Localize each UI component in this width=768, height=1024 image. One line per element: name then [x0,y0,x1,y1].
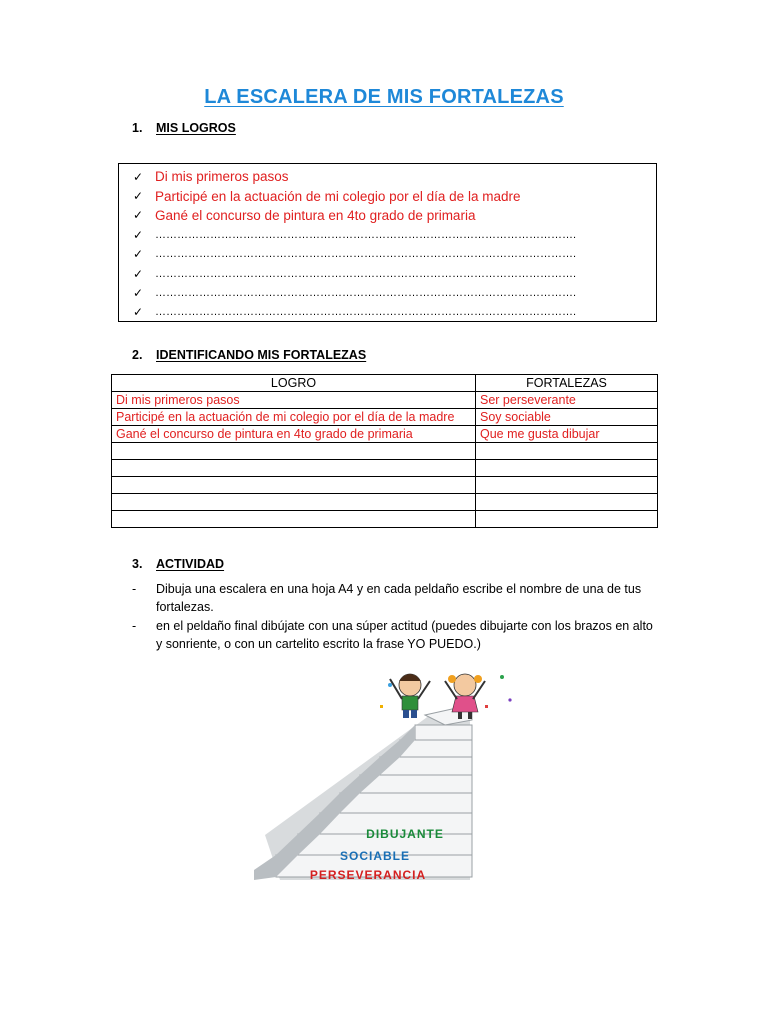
section-label: ACTIVIDAD [156,557,225,571]
list-item [133,167,576,186]
table-row [112,477,658,494]
table-row [112,460,658,477]
table-cell: Gané el concurso de pintura en 4to grado de primaria [112,426,476,443]
table-cell [476,494,658,511]
logro-text: Di mis primeros pasos [155,169,289,185]
boy-icon [390,674,430,718]
logro-text: Gané el concurso de pintura en 4to grado de primaria [155,207,476,223]
list-item [132,580,662,616]
bullet: - [132,582,137,596]
check-icon: ✓ [133,247,144,262]
section-number: 1. [132,121,143,135]
check-icon: ✓ [133,227,144,242]
logros-list [133,167,576,322]
table-cell [112,511,476,528]
table-header-logro: LOGRO [112,375,476,392]
list-item [133,225,576,244]
table-row [112,494,658,511]
list-item [133,303,576,322]
fortalezas-table [111,374,658,528]
table-row [112,409,658,426]
check-icon: ✓ [133,189,144,204]
table-cell [112,460,476,477]
section-heading-actividad [132,557,224,571]
table-cell [112,443,476,460]
step-word-perseverancia: PERSEVERANCIA [309,868,427,882]
list-item [133,264,576,283]
table-row [112,511,658,528]
check-icon: ✓ [133,266,144,281]
table-cell [476,511,658,528]
list-item [133,186,576,205]
table-row [112,426,658,443]
logros-box [118,163,657,322]
activity-text: en el peldaño final dibújate con una súper actitud (puedes dibujarte con los brazos en alto y sonriente, o con un cartelito escrito la frase YO PUEDO.) [156,619,653,651]
table-cell: Soy sociable [476,409,658,426]
check-icon: ✓ [133,286,144,301]
logro-text: Participé en la actuación de mi colegio por el día de la madre [155,188,521,204]
table-cell: Di mis primeros pasos [112,392,476,409]
blank-line: ……………………………………………………………………………………………………. [155,287,577,300]
table-cell: Participé en la actuación de mi colegio por el día de la madre [112,409,476,426]
blank-line: ……………………………………………………………………………………………………. [155,228,577,241]
table-row [112,392,658,409]
staircase-illustration [240,665,520,890]
page-title: LA ESCALERA DE MIS FORTALEZAS [204,86,564,108]
section-label: MIS LOGROS [156,121,236,135]
list-item [133,283,576,302]
confetti-icon [380,675,512,708]
list-item [133,245,576,264]
activity-instructions [132,580,662,654]
section-number: 3. [132,557,143,571]
list-item [132,617,662,653]
step-word-dibujante: DIBUJANTE [366,827,444,841]
list-item [133,206,576,225]
blank-line: ……………………………………………………………………………………………………. [155,248,577,261]
table-cell: Que me gusta dibujar [476,426,658,443]
table-header-fortalezas: FORTALEZAS [476,375,658,392]
table-cell [112,494,476,511]
bullet: - [132,619,137,633]
table-cell [112,477,476,494]
table-header-row [112,375,658,392]
check-icon: ✓ [133,208,144,223]
table-cell [476,460,658,477]
section-number: 2. [132,348,143,362]
check-icon: ✓ [133,305,144,320]
blank-line: ……………………………………………………………………………………………………. [155,306,577,319]
section-label: IDENTIFICANDO MIS FORTALEZAS [156,348,367,362]
table-cell: Ser perseverante [476,392,658,409]
blank-line: ……………………………………………………………………………………………………. [155,267,577,280]
section-heading-logros [132,121,236,135]
activity-text: Dibuja una escalera en una hoja A4 y en cada peldaño escribe el nombre de una de tus fortalezas. [156,582,642,614]
table-cell [476,443,658,460]
section-heading-fortalezas [132,348,366,362]
step-word-sociable: SOCIABLE [339,849,411,863]
check-icon: ✓ [133,169,144,184]
table-cell [476,477,658,494]
table-row [112,443,658,460]
